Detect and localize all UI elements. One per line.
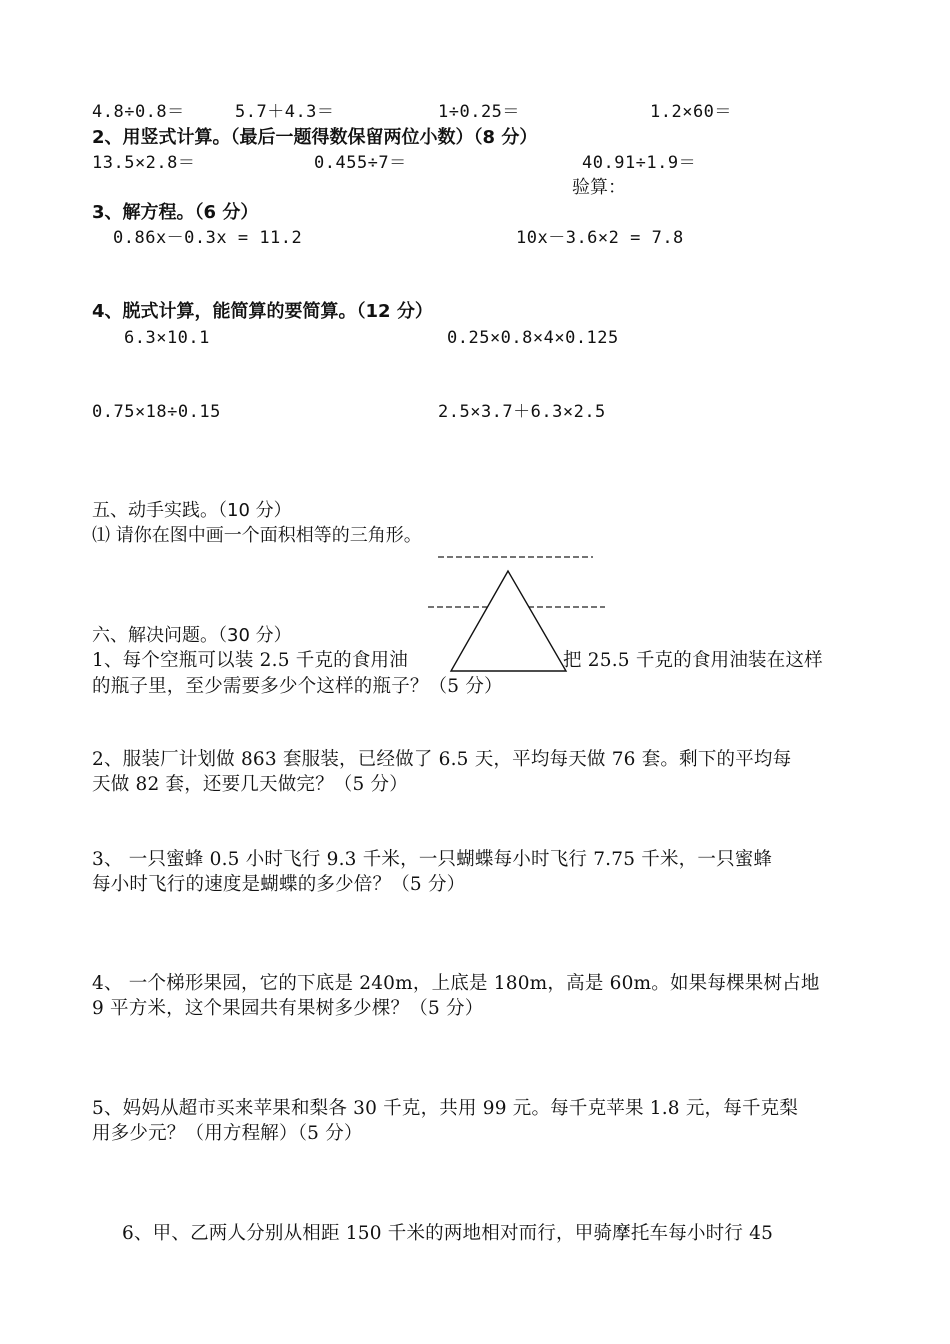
- problem-3-line-2: 每小时飞行的速度是蝴蝶的多少倍？（5 分）: [92, 874, 466, 895]
- problem-2-line-2: 天做 82 套，还要几天做完？（5 分）: [92, 774, 408, 795]
- q4-item-2: 0.25×0.8×4×0.125: [447, 328, 619, 348]
- problem-1-line-1: 1、每个空瓶可以装 2.5 千克的食用油: [92, 650, 408, 671]
- problem-4-line-1: 4、 一个梯形果园，它的下底是 240m，上底是 180m，高是 60m。如果每棵果树占地: [92, 973, 820, 994]
- oral-calc-4: 1.2×60＝: [650, 102, 732, 122]
- problem-5-line-2: 用多少元？（用方程解）（5 分）: [92, 1123, 363, 1144]
- oral-calc-2: 5.7＋4.3＝: [235, 102, 335, 122]
- triangle-figure: [420, 545, 610, 680]
- section5-q1: ⑴ 请你在图中画一个面积相等的三角形。: [92, 525, 422, 546]
- oral-calc-1: 4.8÷0.8＝: [92, 102, 185, 122]
- oral-calc-3: 1÷0.25＝: [438, 102, 520, 122]
- q4-item-4: 2.5×3.7＋6.3×2.5: [438, 402, 606, 422]
- problem-6-line-1: 6、甲、乙两人分别从相距 150 千米的两地相对而行，甲骑摩托车每小时行 45: [122, 1223, 774, 1244]
- q2-check-label: 验算：: [572, 177, 626, 198]
- q2-item-2: 0.455÷7＝: [314, 153, 407, 173]
- q3-title: 3、解方程。（6 分）: [92, 202, 259, 223]
- q4-item-1: 6.3×10.1: [124, 328, 210, 348]
- q2-item-3: 40.91÷1.9＝: [582, 153, 697, 173]
- q3-item-2: 10x－3.6×2 = 7.8: [516, 228, 684, 248]
- q2-item-1: 13.5×2.8＝: [92, 153, 196, 173]
- triangle: [451, 571, 566, 671]
- section6-title: 六、解决问题。（30 分）: [92, 625, 292, 646]
- q2-title: 2、用竖式计算。（最后一题得数保留两位小数）（8 分）: [92, 127, 538, 148]
- q4-title: 4、脱式计算，能简算的要简算。（12 分）: [92, 301, 433, 322]
- section5-title: 五、动手实践。（10 分）: [92, 500, 292, 521]
- problem-3-line-1: 3、 一只蜜蜂 0.5 小时飞行 9.3 千米，一只蝴蝶每小时飞行 7.75 千米，一只蜜蜂: [92, 849, 773, 870]
- problem-5-line-1: 5、妈妈从超市买来苹果和梨各 30 千克，共用 99 元。每千克苹果 1.8 元，每千克梨: [92, 1098, 799, 1119]
- problem-1-line-1-right: 把 25.5 千克的食用油装在这样: [563, 650, 823, 671]
- q3-item-1: 0.86x－0.3x = 11.2: [113, 228, 303, 248]
- problem-4-line-2: 9 平方米，这个果园共有果树多少棵？（5 分）: [92, 998, 484, 1019]
- problem-2-line-1: 2、服装厂计划做 863 套服装，已经做了 6.5 天，平均每天做 76 套。剩下的平均每: [92, 749, 792, 770]
- problem-1-line-2: 的瓶子里，至少需要多少个这样的瓶子？（5 分）: [92, 676, 503, 697]
- q4-item-3: 0.75×18÷0.15: [92, 402, 221, 422]
